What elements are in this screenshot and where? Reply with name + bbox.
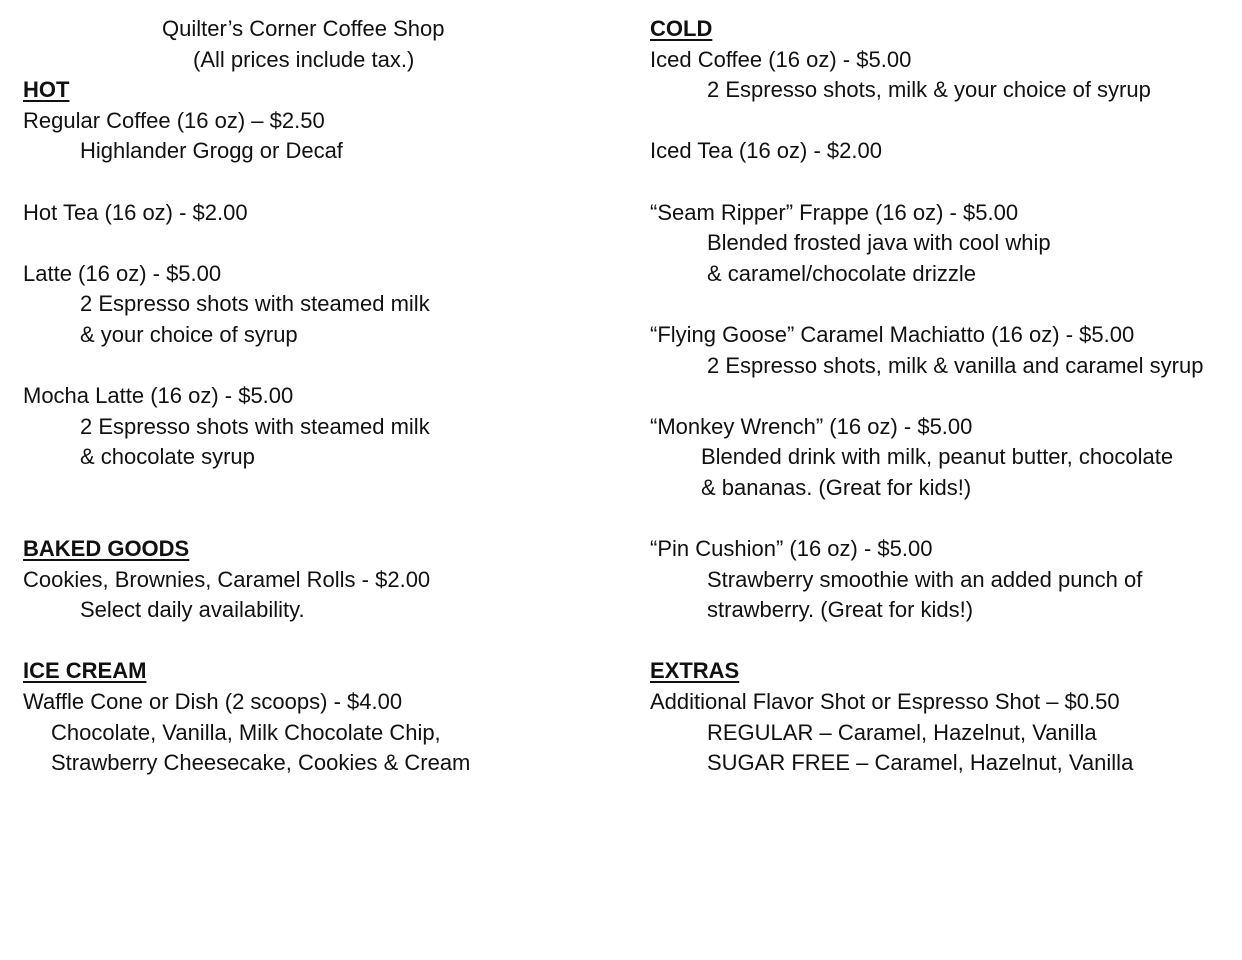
menu-item-pin-cushion: “Pin Cushion” (16 oz) - $5.00 [650,536,933,562]
section-heading-cold: COLD [650,16,713,41]
menu-item-description: REGULAR – Caramel, Hazelnut, Vanilla [707,719,1097,745]
menu-title: Quilter’s Corner Coffee Shop [162,16,445,41]
menu-item-description: Strawberry Cheesecake, Cookies & Cream [51,750,471,776]
menu-left-column [23,14,613,779]
menu-subtitle: (All prices include tax.) [193,46,415,72]
menu-item-mocha-latte: Mocha Latte (16 oz) - $5.00 [23,383,294,409]
menu-right-column [650,14,1235,779]
menu-item-waffle-cone: Waffle Cone or Dish (2 scoops) - $4.00 [23,689,403,715]
menu-item-baked-goods: Cookies, Brownies, Caramel Rolls - $2.00 [23,566,431,592]
menu-item-latte: Latte (16 oz) - $5.00 [23,260,222,286]
menu-item-description: 2 Espresso shots, milk & vanilla and caramel syrup [707,352,1204,378]
menu-item-iced-coffee: Iced Coffee (16 oz) - $5.00 [650,46,912,72]
section-heading-ice-cream: ICE CREAM [23,658,147,684]
menu-item-description: 2 Espresso shots with steamed milk [80,291,430,317]
menu-item-description: & caramel/chocolate drizzle [707,260,977,286]
menu-item-description: Highlander Grogg or Decaf [80,138,343,164]
section-heading-extras: EXTRAS [650,658,740,684]
section-heading-baked-goods: BAKED GOODS [23,536,190,562]
menu-item-description: Strawberry smoothie with an added punch of [707,566,1143,592]
menu-item-regular-coffee: Regular Coffee (16 oz) – $2.50 [23,107,325,133]
menu-item-iced-tea: Iced Tea (16 oz) - $2.00 [650,138,882,164]
menu-item-description: strawberry. (Great for kids!) [707,597,974,623]
menu-item-description: 2 Espresso shots, milk & your choice of syrup [707,77,1151,103]
menu-item-description: Blended drink with milk, peanut butter, chocolate [701,444,1174,470]
menu-item-hot-tea: Hot Tea (16 oz) - $2.00 [23,199,248,225]
menu-item-description: & bananas. (Great for kids!) [701,474,972,500]
menu-item-additional-shot: Additional Flavor Shot or Espresso Shot – $0.50 [650,689,1120,715]
menu-item-description: Select daily availability. [80,597,305,623]
section-heading-hot: HOT [23,77,70,103]
menu-item-description: Blended frosted java with cool whip [707,230,1051,256]
menu-item-description: 2 Espresso shots with steamed milk [80,413,430,439]
menu-item-description: & your choice of syrup [80,321,298,347]
menu-item-description: SUGAR FREE – Caramel, Hazelnut, Vanilla [707,750,1134,776]
menu-item-flying-goose-machiatto: “Flying Goose” Caramel Machiatto (16 oz) - $5.00 [650,321,1135,347]
menu-item-seam-ripper-frappe: “Seam Ripper” Frappe (16 oz) - $5.00 [650,199,1019,225]
menu-item-monkey-wrench: “Monkey Wrench” (16 oz) - $5.00 [650,413,973,439]
menu-item-description: Chocolate, Vanilla, Milk Chocolate Chip, [51,719,441,745]
menu-item-description: & chocolate syrup [80,444,255,470]
